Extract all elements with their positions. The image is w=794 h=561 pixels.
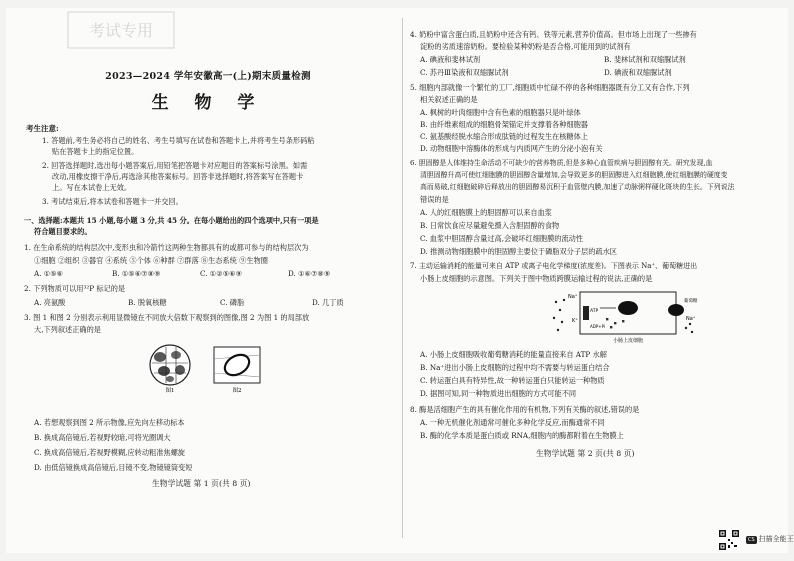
figure-1-cells bbox=[150, 345, 190, 385]
q3-stem: 3. 图 1 和图 2 分别表示利用显微镜在不同放大倍数下观察到的图像,图 2 为图 1 的局部放 bbox=[24, 313, 310, 322]
q1-option-d: D. ①⑥⑦⑧⑨ bbox=[288, 269, 331, 278]
notice-line: 1. 答题前,考生务必将自己的姓名、考生号填写在试卷和答题卡上,并将考生号条形码粘 bbox=[42, 136, 315, 145]
q2-option-c: C. 磷脂 bbox=[220, 298, 245, 307]
glucose-molecules bbox=[606, 318, 624, 328]
notice-heading: 考生注意: bbox=[26, 124, 59, 133]
q6-stem: 6. 胆固醇是人体维持生命活动不可缺少的营养物质,但是多种心血管疾病与胆固醇有关。研究发现,血 bbox=[410, 159, 713, 167]
q4-option-b: B. 斐林试剂和双缩脲试剂 bbox=[604, 55, 686, 64]
q6-option-d: D. 推测动物细胞膜中的胆固醇主要位于磷脂双分子层的疏水区 bbox=[420, 247, 617, 256]
label-glucose: 葡萄糖 bbox=[684, 299, 698, 304]
na-glucose-transport-figure bbox=[550, 288, 700, 344]
q5-option-a: A. 枫树的叶肉细胞中含有色素的细胞器只是叶绿体 bbox=[420, 108, 581, 117]
notice-line: 改动,用橡皮擦干净后,再选涂其他答案标号。回答非选择题时,将答案写在答题卡 bbox=[52, 172, 304, 181]
q4-option-c: C. 苏丹Ⅲ染液和双缩脲试剂 bbox=[420, 68, 509, 77]
q8-stem: 8. 酶是活细胞产生的具有催化作用的有机物,下列有关酶的叙述,错误的是 bbox=[410, 405, 640, 414]
notice-line: 3. 考试结束后,将本试卷和答题卡一并交回。 bbox=[42, 197, 183, 206]
figure-1-label: 图1 bbox=[165, 388, 175, 393]
figure-caption: 小肠上皮细胞 bbox=[612, 338, 644, 344]
q6-stem-cont: 错误的是 bbox=[420, 195, 449, 204]
cs-logo-icon: CS bbox=[748, 537, 755, 543]
label-k: K⁺ bbox=[572, 318, 578, 324]
q6-stem-cont: 清胆固醇升高可使红细胞膜的胆固醇含量增加,会导致更多的胆固醇进入红细胞膜,使红细胞膜的硬度变 bbox=[420, 171, 728, 179]
q4-stem: 4. 奶粉中富含蛋白质,且奶粉中还含有钙、铁等元素,营养价值高。但市场上出现了一些掺有 bbox=[410, 30, 697, 39]
q8-option-b: B. 酶的化学本质是蛋白质或 RNA,细胞内的酶都附着在生物膜上 bbox=[420, 431, 624, 440]
q1-option-c: C. ①②⑤⑥⑨ bbox=[200, 269, 243, 278]
q2-option-d: D. 几丁质 bbox=[312, 298, 344, 307]
q6-option-b: B. 日常饮食应尽量避免摄入含胆固醇的食物 bbox=[420, 221, 560, 230]
exam-title: 2023—2024 学年安徽高一(上)期末质量检测 bbox=[105, 71, 311, 82]
na-ions-left bbox=[553, 299, 565, 331]
q5-stem-cont: 相关叙述正确的是 bbox=[420, 95, 478, 104]
label-atp: ATP bbox=[590, 309, 599, 314]
q2-option-b: B. 脱氧核糖 bbox=[128, 298, 167, 307]
q7-option-a: A. 小肠上皮细胞吸收葡萄糖消耗的能量直接来自 ATP 水解 bbox=[420, 350, 607, 359]
q6-stem-cont: 高而易破,红细胞破碎后释放出的胆固醇易沉积于血管壁内膜,加速了动脉粥样硬化斑块的生长。下列说法 bbox=[420, 183, 735, 191]
page-divider bbox=[402, 18, 403, 538]
q5-option-b: B. 由纤维素组成的细胞骨架锚定并支撑着各种细胞器 bbox=[420, 120, 588, 129]
figure-2-label: 图2 bbox=[232, 388, 242, 393]
microscope-figure bbox=[136, 343, 276, 393]
q7-option-c: C. 转运蛋白具有特异性,故一种转运蛋白只能转运一种物质 bbox=[420, 376, 605, 385]
q1-stem: 1. 在生命系统的结构层次中,变形虫和冷箭竹这两种生物都具有的或都可参与的结构层次为 bbox=[24, 243, 309, 252]
notice-line: 2. 回答选择题时,选出每小题答案后,用铅笔把答题卡对应题目的答案标号涂黑。如需 bbox=[42, 161, 308, 170]
q6-option-c: C. 血浆中胆固醇含量过高,会破坏红细胞膜的流动性 bbox=[420, 234, 584, 243]
q2-option-a: A. 亮氨酸 bbox=[34, 298, 66, 307]
q5-option-c: C. 氨基酸经脱水缩合形成肽链的过程发生在核糖体上 bbox=[420, 132, 588, 141]
q1-items: ①细胞 ②组织 ③器官 ④系统 ⑤个体 ⑥种群 ⑦群落 ⑧生态系统 ⑨生物圈 bbox=[34, 256, 268, 265]
q5-stem: 5. 细胞内部就像一个繁忙的工厂,细胞质中忙碌不停的各种细胞器既有分工又有合作,下列 bbox=[410, 83, 690, 92]
notice-line: 贴在答题卡上的指定位置。 bbox=[52, 147, 139, 156]
q1-option-a: A. ①⑤⑥ bbox=[34, 269, 64, 278]
na-ions-right bbox=[685, 323, 693, 333]
q2-stem: 2. 下列物质可以用³²P 标记的是 bbox=[24, 284, 126, 293]
page-footer: 生物学试题 第 1 页(共 8 页) bbox=[152, 479, 251, 488]
q3-option-d: D. 由低倍镜换成高倍镜后,目镜不变,物镜镜筒变短 bbox=[34, 463, 193, 472]
notice-line: 上。写在本试卷上无效。 bbox=[52, 183, 132, 192]
cotransporter bbox=[618, 301, 638, 315]
svg-text:考试专用: 考试专用 bbox=[88, 21, 154, 40]
q7-stem: 7. 主动运输消耗的能量可来自 ATP 或离子电化学梯度(浓度差)。下图表示 Na⁺、葡萄糖进出 bbox=[410, 262, 698, 270]
q3-option-a: A. 若想观察到图 2 所示物像,应先向左移动标本 bbox=[34, 418, 185, 427]
q7-option-d: D. 据图可知,同一种物质进出细胞的方式可能不同 bbox=[420, 389, 577, 398]
q4-option-a: A. 碘液和斐林试剂 bbox=[420, 55, 481, 64]
scanner-watermark bbox=[746, 534, 794, 544]
label-na-left: Na⁺ bbox=[568, 294, 578, 300]
page-1 bbox=[24, 8, 392, 553]
q3-option-c: C. 换成高倍镜后,若视野模糊,应转动粗准焦螺旋 bbox=[34, 448, 185, 457]
qr-code-icon bbox=[718, 529, 740, 551]
section-heading: 一、选择题:本题共 15 小题,每小题 3 分,共 45 分。在每小题给出的四个选项中,只有一项是 bbox=[24, 216, 319, 225]
q5-option-d: D. 动物细胞中溶酶体的形成与内质网产生的分泌小泡有关 bbox=[420, 144, 603, 153]
q7-option-b: B. Na⁺进出小肠上皮细胞的过程中均不需要与转运蛋白结合 bbox=[420, 363, 610, 372]
q4-stem-cont: 淀粉的劣质速溶奶粉。要检验某种奶粉是否合格,可能用到的试剂有 bbox=[420, 42, 631, 51]
section-heading-cont: 符合题目要求的。 bbox=[34, 227, 92, 236]
glucose-carrier bbox=[668, 304, 684, 316]
exam-sheet bbox=[6, 8, 794, 553]
q3-option-b: B. 换成高倍镜后,若视野较暗,可将光圈调大 bbox=[34, 433, 171, 442]
figure-2-cell bbox=[214, 347, 260, 383]
label-na-right: Na⁺ bbox=[686, 316, 696, 322]
q3-stem-cont: 大,下列叙述正确的是 bbox=[34, 325, 101, 334]
page-2 bbox=[410, 8, 782, 553]
q4-option-d: D. 碘液和双缩脲试剂 bbox=[604, 68, 672, 77]
q6-option-a: A. 人的红细胞膜上的胆固醇可以来自血浆 bbox=[420, 208, 552, 217]
q1-option-b: B. ①⑤⑥⑦⑧⑨ bbox=[112, 269, 161, 278]
label-adp: ADP+Pi bbox=[590, 324, 606, 329]
q8-option-a: A. 一种无机催化剂通常可催化多种化学反应,而酶通常不同 bbox=[420, 418, 605, 427]
scanner-label: 扫描全能王 bbox=[758, 535, 794, 543]
q7-stem-cont: 小肠上皮细胞的示意图。下列关于图中物质跨膜运输过程的说法,正确的是 bbox=[420, 274, 653, 283]
subject-title: 生 物 学 bbox=[151, 93, 265, 113]
page-footer: 生物学试题 第 2 页(共 8 页) bbox=[536, 449, 635, 458]
na-k-pump bbox=[583, 306, 589, 320]
